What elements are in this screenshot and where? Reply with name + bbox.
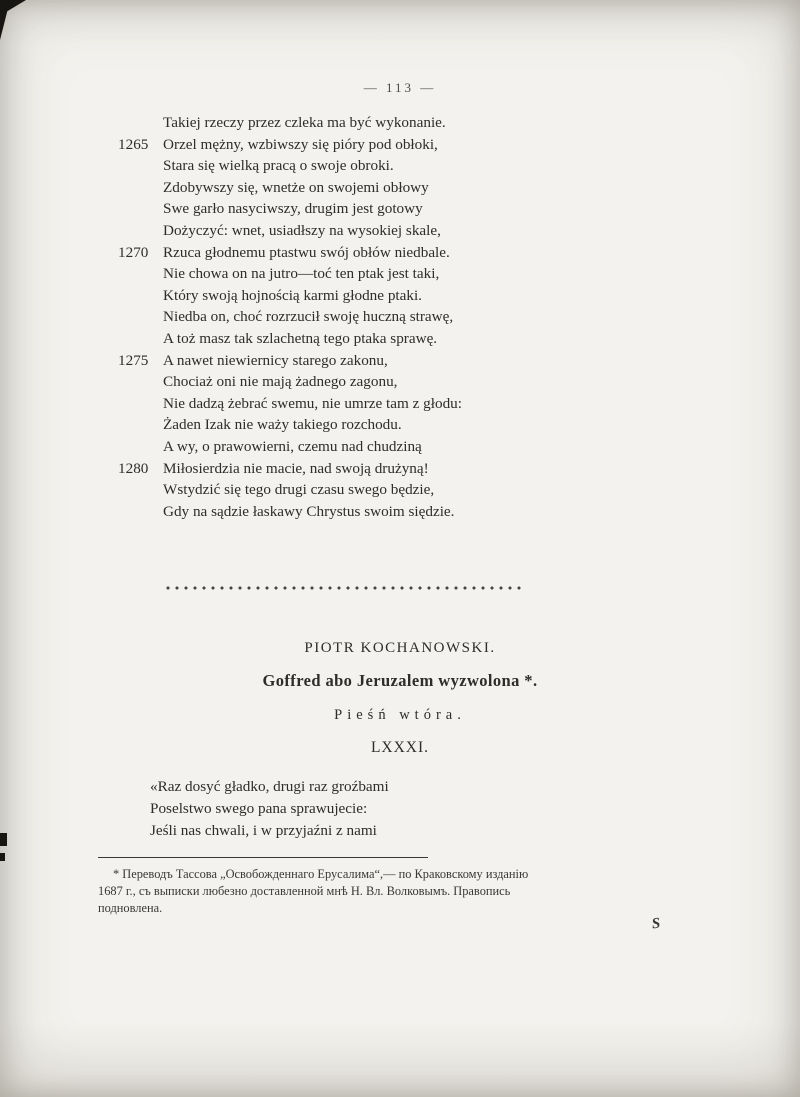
poem-line: [118, 306, 720, 328]
poem-line: [118, 371, 720, 393]
line-number: [118, 198, 163, 220]
poem-line: [118, 134, 720, 156]
poem-line: [118, 220, 720, 242]
signature-mark: S: [650, 915, 662, 933]
line-text: A toż masz tak szlachetną tego ptaka sprawę.: [163, 329, 438, 347]
line-text: Rzuca głodnemu ptastwu swój obłów niedbale.: [163, 243, 450, 261]
poem-line: [118, 458, 720, 480]
footnote-line: подновлена.: [98, 900, 163, 915]
line-text: Orzel mężny, wzbiwszy się pióry pod obłoki,: [163, 135, 438, 153]
line-text: Chociaż oni nie mają żadnego zagonu,: [163, 373, 398, 391]
poem-line: [118, 198, 720, 220]
line-number: [118, 112, 163, 134]
line-number: [118, 328, 163, 350]
line-text: Niedba on, choć rozrzucił swoję huczną strawę,: [163, 308, 454, 326]
line-number: [118, 220, 163, 242]
line-number: [118, 155, 163, 177]
line-number: [118, 436, 163, 458]
verse-line: «Raz dosyć gładko, drugi raz groźbami: [150, 778, 389, 795]
poem-line: [118, 414, 720, 436]
poem-line: [118, 285, 720, 307]
line-text: Wstydzić się tego drugi czasu swego będzie,: [163, 481, 435, 499]
canto-subtitle: Pieśń wtóra.: [334, 707, 466, 723]
poem-line: [118, 263, 720, 285]
scan-artifact-edge: [0, 853, 5, 861]
poem-block: [118, 112, 720, 522]
poem-line: [118, 112, 720, 134]
line-text: A wy, o prawowierni, czemu nad chudziną: [163, 437, 422, 455]
verse-line: Poselstwo swego pana sprawujecie:: [150, 799, 368, 817]
verse-line: Jeśli nas chwali, i w przyjaźni z nami: [150, 821, 377, 839]
line-number: [118, 306, 163, 328]
verse-block: [150, 776, 710, 841]
line-text: Gdy na sądzie łaskawy Chrystus swoim siędzie.: [163, 502, 455, 520]
line-number: [118, 285, 163, 307]
scan-artifact-edge: [0, 833, 7, 846]
footnote-rule: [98, 857, 428, 858]
author-heading: PIOTR KOCHANOWSKI.: [304, 640, 496, 656]
line-text: Miłosierdzia nie macie, nad swoją drużyną!: [163, 459, 429, 477]
line-number: 1280: [118, 459, 149, 477]
dotted-separator: [166, 586, 522, 591]
line-number: 1265: [118, 135, 149, 153]
line-text: Zdobywszy się, wnetże on swojemi obłowy: [163, 178, 429, 196]
line-number: 1270: [118, 243, 149, 261]
line-number: [118, 371, 163, 393]
line-number: [118, 393, 163, 415]
poem-line: [118, 393, 720, 415]
poem-line: [118, 177, 720, 199]
line-text: Dożyczyć: wnet, usiadłszy na wysokiej skale,: [163, 221, 441, 239]
poem-line: [118, 328, 720, 350]
poem-line: [118, 242, 720, 264]
line-number: [118, 479, 163, 501]
poem-line: [118, 155, 720, 177]
line-number: [118, 263, 163, 285]
line-text: Nie chowa on na jutro—toć ten ptak jest taki,: [163, 265, 440, 283]
line-text: Swe garło nasyciwszy, drugim jest gotowy: [163, 200, 423, 218]
stanza-number: LXXXI.: [370, 739, 430, 756]
footnote-line: 1687 г., съ выписки любезно доставленной мнѣ Н. Вл. Волковымъ. Правопись: [98, 883, 511, 898]
work-title: Goffred abo Jeruzalem wyzwolona *.: [262, 671, 538, 690]
line-number: [118, 501, 163, 523]
line-text: Stara się wielką pracą o swoje obroki.: [163, 157, 394, 175]
line-text: Nie dadzą żebrać swemu, nie umrze tam z głodu:: [163, 394, 462, 412]
line-text: Takiej rzeczy przez czleka ma być wykonanie.: [163, 114, 446, 131]
line-number: [118, 414, 163, 436]
page-number: — 113 —: [363, 80, 437, 95]
line-number: [118, 177, 163, 199]
scan-artifact-corner: [0, 0, 26, 40]
line-text: Który swoją hojnością karmi głodne ptaki.: [163, 286, 422, 304]
poem-line: [118, 350, 720, 372]
line-text: A nawet niewiernicy starego zakonu,: [163, 351, 388, 369]
footnote-block: [98, 866, 708, 916]
poem-line: [118, 479, 720, 501]
line-number: 1275: [118, 351, 149, 369]
line-text: Żaden Izak nie waży takiego rozchodu.: [163, 416, 402, 434]
footnote-line: * Переводъ Тассова „Освобожденнаго Ерусалима“,— по Краковскому изданію: [113, 867, 529, 881]
poem-line: [118, 436, 720, 458]
poem-line: [118, 501, 720, 523]
